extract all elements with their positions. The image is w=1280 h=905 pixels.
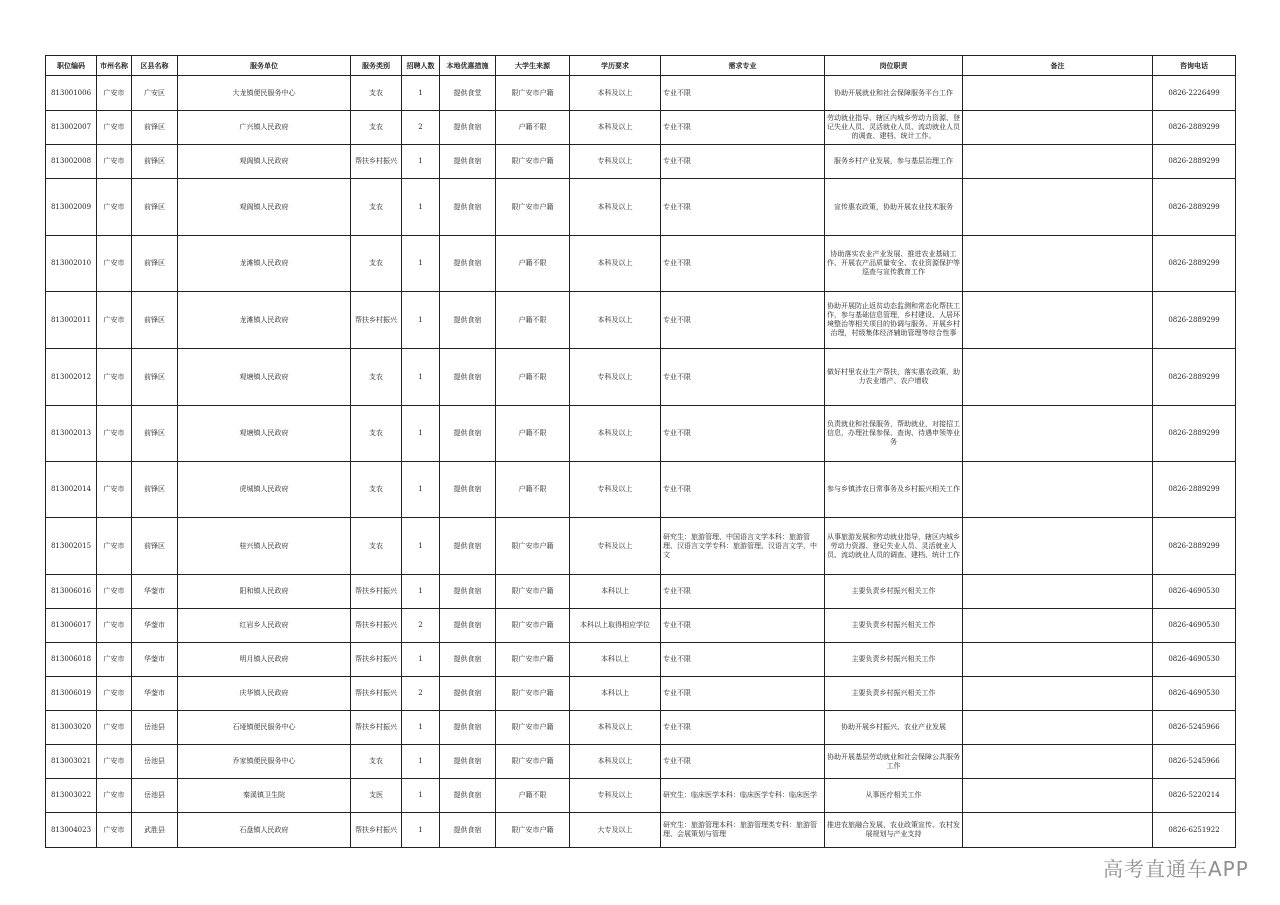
cell-benefit: 提供食宿 [440,745,496,779]
table-row [46,813,1236,848]
cell-note [963,236,1153,292]
cell-category: 帮扶乡村振兴 [351,643,402,677]
cell-count: 1 [402,462,440,518]
cell-education: 本科以上取得相应学位 [570,609,661,643]
cell-city: 广安市 [97,779,132,813]
cell-education: 专科及以上 [570,349,661,406]
header-category: 服务类别 [351,56,402,76]
cell-note [963,292,1153,349]
header-major: 需求专业 [661,56,825,76]
cell-district: 岳池县 [132,711,178,745]
cell-phone: 0826-2889299 [1153,406,1236,462]
cell-code: 813006017 [46,609,97,643]
cell-district: 前锋区 [132,518,178,575]
cell-city: 广安市 [97,609,132,643]
cell-source: 限广安市户籍 [496,711,570,745]
cell-code: 813002009 [46,179,97,236]
cell-district: 前锋区 [132,236,178,292]
job-listing-table [45,55,1236,848]
cell-benefit: 提供食宿 [440,145,496,179]
cell-duty: 负责就业和社保服务，帮助就业，对接招工信息，办理社保参保、查询、待遇申领等业务 [825,406,963,462]
cell-duty: 主要负责乡村振兴相关工作 [825,677,963,711]
header-district: 区县名称 [132,56,178,76]
cell-note [963,643,1153,677]
cell-district: 岳池县 [132,779,178,813]
cell-note [963,179,1153,236]
cell-duty: 主要负责乡村振兴相关工作 [825,575,963,609]
cell-duty: 协助开展就业和社会保障服务平台工作 [825,76,963,111]
table-row [46,406,1236,462]
cell-code: 813002015 [46,518,97,575]
cell-district: 前锋区 [132,111,178,145]
cell-phone: 0826-5245966 [1153,745,1236,779]
cell-category: 帮扶乡村振兴 [351,575,402,609]
cell-category: 支农 [351,462,402,518]
cell-count: 1 [402,643,440,677]
header-phone: 咨询电话 [1153,56,1236,76]
cell-code: 813002007 [46,111,97,145]
cell-duty: 从事旅游发展和劳动就业指导，辖区内城乡劳动力资源、登记失业人员、灵活就业人员、流动就业人员的调查、建档、统计工作 [825,518,963,575]
cell-unit: 石垭镇便民服务中心 [178,711,351,745]
header-count: 招聘人数 [402,56,440,76]
table-row [46,349,1236,406]
cell-major: 专业不限 [661,406,825,462]
cell-benefit: 提供食宿 [440,349,496,406]
table-row [46,779,1236,813]
cell-duty: 宣传惠农政策，协助开展农业技术服务 [825,179,963,236]
cell-source: 限广安市户籍 [496,518,570,575]
cell-major: 专业不限 [661,179,825,236]
cell-count: 2 [402,111,440,145]
cell-phone: 0826-2889299 [1153,349,1236,406]
cell-city: 广安市 [97,745,132,779]
table-row [46,462,1236,518]
cell-duty: 协助落实农业产业发展、推进农业基础工作、开展农产品质量安全、农业资源保护等巡查与宣传教育工作 [825,236,963,292]
cell-category: 帮扶乡村振兴 [351,609,402,643]
cell-major: 专业不限 [661,349,825,406]
cell-education: 本科以上 [570,677,661,711]
cell-benefit: 提供食宿 [440,609,496,643]
cell-source: 限广安市户籍 [496,745,570,779]
cell-duty: 从事医疗相关工作 [825,779,963,813]
cell-education: 专科及以上 [570,518,661,575]
cell-source: 户籍不限 [496,462,570,518]
cell-benefit: 提供食宿 [440,711,496,745]
cell-count: 1 [402,76,440,111]
cell-duty: 主要负责乡村振兴相关工作 [825,643,963,677]
cell-source: 限广安市户籍 [496,145,570,179]
cell-code: 813002014 [46,462,97,518]
cell-note [963,575,1153,609]
cell-major: 专业不限 [661,711,825,745]
cell-major: 专业不限 [661,145,825,179]
cell-benefit: 提供食宿 [440,518,496,575]
cell-district: 前锋区 [132,462,178,518]
cell-count: 1 [402,236,440,292]
header-code: 职位编码 [46,56,97,76]
table-row [46,711,1236,745]
cell-phone: 0826-2226499 [1153,76,1236,111]
cell-city: 广安市 [97,518,132,575]
cell-major: 研究生：旅游管理、中国语言文学本科：旅游管理、汉语言文学专科：旅游管理、汉语言文学，中文 [661,518,825,575]
cell-code: 813006019 [46,677,97,711]
cell-district: 华蓥市 [132,643,178,677]
watermark-text: 高考直通车APP [1103,857,1249,881]
cell-category: 支农 [351,236,402,292]
cell-benefit: 提供食宿 [440,179,496,236]
cell-major: 专业不限 [661,677,825,711]
cell-major: 专业不限 [661,609,825,643]
cell-phone: 0826-2889299 [1153,236,1236,292]
cell-city: 广安市 [97,677,132,711]
cell-duty: 协助开展基层劳动就业和社会保障公共服务工作 [825,745,963,779]
cell-major: 专业不限 [661,462,825,518]
cell-major: 专业不限 [661,575,825,609]
cell-phone: 0826-4690530 [1153,677,1236,711]
cell-source: 限广安市户籍 [496,677,570,711]
cell-education: 专科及以上 [570,145,661,179]
table-row [46,179,1236,236]
cell-unit: 庆华镇人民政府 [178,677,351,711]
cell-source: 限广安市户籍 [496,179,570,236]
cell-duty: 做好村里农业生产帮扶，落实惠农政策，助力农业增产、农户增收 [825,349,963,406]
cell-unit: 桂兴镇人民政府 [178,518,351,575]
header-education: 学历要求 [570,56,661,76]
cell-major: 专业不限 [661,111,825,145]
cell-category: 帮扶乡村振兴 [351,677,402,711]
cell-phone: 0826-5220214 [1153,779,1236,813]
table-row [46,609,1236,643]
header-benefit: 本地优惠措施 [440,56,496,76]
cell-phone: 0826-5245966 [1153,711,1236,745]
cell-source: 户籍不限 [496,349,570,406]
cell-major: 专业不限 [661,745,825,779]
header-city: 市州名称 [97,56,132,76]
cell-note [963,813,1153,848]
cell-major: 专业不限 [661,236,825,292]
cell-unit: 明月镇人民政府 [178,643,351,677]
cell-city: 广安市 [97,76,132,111]
cell-duty: 协助开展防止返贫动态监测和常态化帮扶工作，参与基础信息管理，乡村建设、人居环境整治等相关项目的协调与服务、开展乡村治理，村级集体经济辅助管理等综合性事 [825,292,963,349]
cell-district: 前锋区 [132,145,178,179]
cell-note [963,462,1153,518]
table-row [46,145,1236,179]
cell-code: 813002012 [46,349,97,406]
cell-city: 广安市 [97,111,132,145]
cell-unit: 观阁镇人民政府 [178,179,351,236]
cell-category: 支农 [351,111,402,145]
cell-code: 813002008 [46,145,97,179]
table-row [46,236,1236,292]
cell-phone: 0826-2889299 [1153,111,1236,145]
cell-category: 帮扶乡村振兴 [351,292,402,349]
cell-unit: 龙滩镇人民政府 [178,236,351,292]
cell-benefit: 提供食宿 [440,813,496,848]
cell-source: 户籍不限 [496,779,570,813]
cell-category: 支农 [351,76,402,111]
cell-source: 户籍不限 [496,236,570,292]
cell-benefit: 提供食堂 [440,76,496,111]
cell-source: 户籍不限 [496,406,570,462]
table-row [46,677,1236,711]
cell-major: 专业不限 [661,643,825,677]
cell-phone: 0826-6251922 [1153,813,1236,848]
cell-note [963,76,1153,111]
cell-major: 专业不限 [661,76,825,111]
cell-benefit: 提供食宿 [440,677,496,711]
cell-code: 813003021 [46,745,97,779]
cell-benefit: 提供食宿 [440,406,496,462]
cell-district: 前锋区 [132,292,178,349]
cell-benefit: 提供食宿 [440,779,496,813]
cell-district: 前锋区 [132,179,178,236]
cell-district: 华蓥市 [132,677,178,711]
cell-note [963,111,1153,145]
cell-duty: 推进农旅融合发展、农业政策宣传、农村发展规划与产业支持 [825,813,963,848]
cell-education: 本科及以上 [570,292,661,349]
cell-city: 广安市 [97,236,132,292]
cell-phone: 0826-2889299 [1153,462,1236,518]
cell-unit: 观阁镇人民政府 [178,145,351,179]
cell-count: 1 [402,145,440,179]
cell-benefit: 提供食宿 [440,643,496,677]
cell-note [963,677,1153,711]
cell-major: 专业不限 [661,292,825,349]
cell-benefit: 提供食宿 [440,111,496,145]
cell-phone: 0826-2889299 [1153,145,1236,179]
cell-city: 广安市 [97,643,132,677]
header-unit: 服务单位 [178,56,351,76]
table-row [46,745,1236,779]
cell-duty: 服务乡村产业发展，参与基层治理工作 [825,145,963,179]
table-header-row [46,56,1236,76]
cell-code: 813002013 [46,406,97,462]
cell-city: 广安市 [97,575,132,609]
cell-source: 限广安市户籍 [496,575,570,609]
cell-city: 广安市 [97,292,132,349]
cell-note [963,609,1153,643]
cell-category: 帮扶乡村振兴 [351,813,402,848]
cell-city: 广安市 [97,462,132,518]
cell-note [963,518,1153,575]
cell-phone: 0826-4690530 [1153,609,1236,643]
cell-major: 研究生：临床医学本科：临床医学专科：临床医学 [661,779,825,813]
cell-city: 广安市 [97,711,132,745]
cell-count: 1 [402,813,440,848]
cell-source: 限广安市户籍 [496,813,570,848]
cell-phone: 0826-2889299 [1153,179,1236,236]
cell-category: 支医 [351,779,402,813]
cell-count: 1 [402,406,440,462]
cell-count: 1 [402,745,440,779]
cell-benefit: 提供食宿 [440,462,496,518]
cell-district: 武胜县 [132,813,178,848]
cell-duty: 劳动就业指导、辖区内城乡劳动力资源、登记失业人员、灵活就业人员、流动就业人员的调查、建档、统计工作。 [825,111,963,145]
cell-education: 本科及以上 [570,745,661,779]
cell-unit: 秦溪镇卫生院 [178,779,351,813]
cell-education: 本科以上 [570,643,661,677]
table-row [46,111,1236,145]
cell-category: 帮扶乡村振兴 [351,711,402,745]
table-row [46,292,1236,349]
cell-district: 华蓥市 [132,575,178,609]
cell-category: 支农 [351,406,402,462]
cell-education: 本科及以上 [570,179,661,236]
cell-source: 限广安市户籍 [496,643,570,677]
cell-phone: 0826-4690530 [1153,575,1236,609]
cell-education: 大专及以上 [570,813,661,848]
cell-category: 支农 [351,518,402,575]
cell-city: 广安市 [97,349,132,406]
cell-district: 前锋区 [132,406,178,462]
cell-phone: 0826-4690530 [1153,643,1236,677]
table-row [46,518,1236,575]
cell-city: 广安市 [97,406,132,462]
cell-education: 本科及以上 [570,111,661,145]
cell-note [963,349,1153,406]
cell-code: 813001006 [46,76,97,111]
cell-note [963,145,1153,179]
cell-benefit: 提供食宿 [440,236,496,292]
cell-unit: 虎城镇人民政府 [178,462,351,518]
cell-education: 专科及以上 [570,779,661,813]
cell-unit: 阳和镇人民政府 [178,575,351,609]
cell-source: 限广安市户籍 [496,609,570,643]
cell-unit: 乔家镇便民服务中心 [178,745,351,779]
cell-code: 813004023 [46,813,97,848]
cell-education: 本科以上 [570,575,661,609]
cell-education: 本科及以上 [570,406,661,462]
cell-code: 813003020 [46,711,97,745]
cell-code: 813003022 [46,779,97,813]
cell-source: 户籍不限 [496,111,570,145]
cell-code: 813006016 [46,575,97,609]
cell-unit: 龙滩镇人民政府 [178,292,351,349]
cell-count: 1 [402,779,440,813]
cell-phone: 0826-2889299 [1153,292,1236,349]
cell-education: 专科及以上 [570,462,661,518]
cell-note [963,779,1153,813]
cell-note [963,711,1153,745]
cell-duty: 协助开展乡村振兴、农业产业发展 [825,711,963,745]
cell-city: 广安市 [97,179,132,236]
cell-category: 帮扶乡村振兴 [351,145,402,179]
cell-district: 广安区 [132,76,178,111]
cell-code: 813002011 [46,292,97,349]
cell-count: 1 [402,575,440,609]
cell-unit: 广兴镇人民政府 [178,111,351,145]
cell-unit: 红岩乡人民政府 [178,609,351,643]
cell-unit: 观塘镇人民政府 [178,349,351,406]
table-row [46,643,1236,677]
table-row [46,575,1236,609]
cell-source: 户籍不限 [496,292,570,349]
cell-category: 支农 [351,349,402,406]
cell-source: 限广安市户籍 [496,76,570,111]
cell-education: 本科及以上 [570,76,661,111]
cell-count: 1 [402,179,440,236]
cell-phone: 0826-2889299 [1153,518,1236,575]
cell-education: 本科及以上 [570,236,661,292]
cell-education: 本科及以上 [570,711,661,745]
cell-code: 813002010 [46,236,97,292]
cell-major: 研究生：旅游管理本科：旅游管理类专科：旅游管理、会展策划与管理 [661,813,825,848]
cell-count: 2 [402,677,440,711]
cell-note [963,406,1153,462]
header-note: 备注 [963,56,1153,76]
cell-benefit: 提供食宿 [440,575,496,609]
cell-district: 岳池县 [132,745,178,779]
cell-district: 华蓥市 [132,609,178,643]
cell-code: 813006018 [46,643,97,677]
cell-unit: 大龙镇便民服务中心 [178,76,351,111]
cell-district: 前锋区 [132,349,178,406]
header-duty: 岗位职责 [825,56,963,76]
cell-count: 1 [402,711,440,745]
cell-unit: 石盘镇人民政府 [178,813,351,848]
cell-category: 支农 [351,745,402,779]
cell-category: 支农 [351,179,402,236]
cell-city: 广安市 [97,813,132,848]
cell-duty: 主要负责乡村振兴相关工作 [825,609,963,643]
cell-count: 1 [402,292,440,349]
cell-count: 1 [402,349,440,406]
cell-count: 2 [402,609,440,643]
cell-benefit: 提供食宿 [440,292,496,349]
table-row [46,76,1236,111]
cell-unit: 观塘镇人民政府 [178,406,351,462]
cell-count: 1 [402,518,440,575]
header-source: 大学生来源 [496,56,570,76]
cell-duty: 参与乡镇涉农日常事务及乡村振兴相关工作 [825,462,963,518]
cell-city: 广安市 [97,145,132,179]
cell-note [963,745,1153,779]
